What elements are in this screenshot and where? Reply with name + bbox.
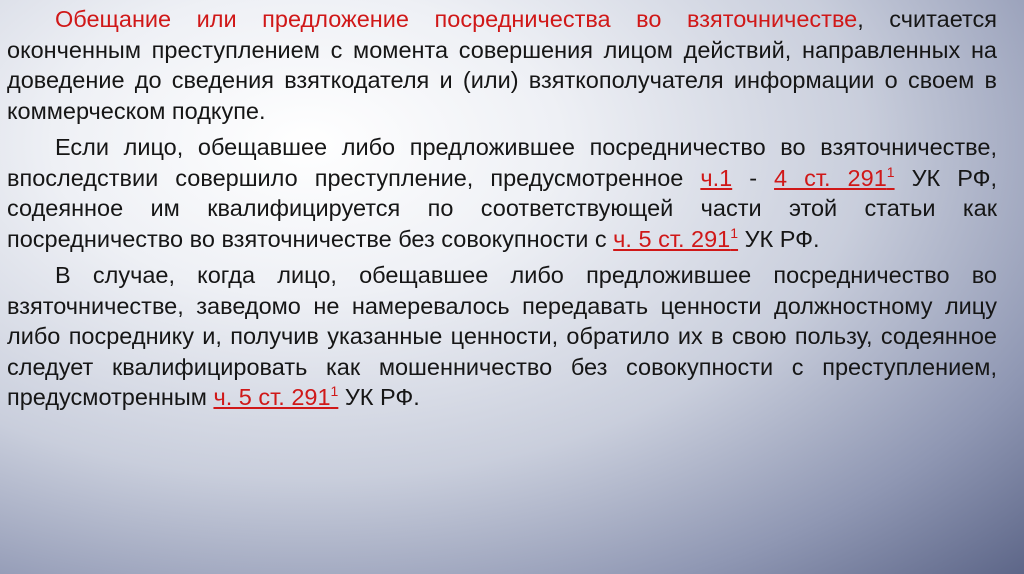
superscript: 1 [730,224,739,241]
paragraph-2 [7,132,997,254]
paragraph-2-text-3: УК РФ. [738,225,820,252]
paragraph-3 [7,260,997,413]
superscript: 1 [886,163,895,180]
slide-text [7,4,997,419]
law-reference-link-text: ч. 5 ст. 291 [613,225,731,252]
paragraph-2-dash: - [732,164,775,191]
paragraph-3-text-1: В случае, когда лицо, обещавшее либо предложившее посредничество во взяточничестве, заведомо не намеревалось передавать ценности должностному лицу либо посреднику и, получив указанные ценности, обратило их в свою пользу, содеянное следует квалифицировать как мошенничество без совокупности с преступлением, предусмотренным [7,262,997,410]
superscript: 1 [330,383,339,399]
highlighted-heading-text: Обещание или предложение посредничества во взяточничестве [55,6,858,32]
law-reference-link-text: 4 ст. 291 [774,164,887,191]
paragraph-2-text-2: УК РФ, содеянное им квалифицируется по соответствующей части этой статьи как посредничество во взяточничестве без совокупности с [7,164,998,252]
law-reference-link-part-1[interactable]: ч.1 [700,164,733,191]
law-reference-link-part-5-fraud[interactable] [213,384,338,410]
paragraph-1-text: , считается оконченным преступлением с момента совершения лицом действий, направленных на доведение до сведения взяткодателя и (или) взяткополучателя информации о своем в коммерческом подкупе. [7,6,997,124]
law-reference-link-part-5[interactable] [613,226,738,252]
paragraph-1 [7,4,997,126]
paragraph-3-text-2: УК РФ. [338,384,420,410]
paragraph-2-text-1: Если лицо, обещавшее либо предложившее посредничество во взяточничестве, впоследствии совершило преступление, предусмотренное [7,134,997,191]
law-reference-link-text: ч. 5 ст. 291 [213,384,331,410]
law-reference-link-article-291-1[interactable] [774,165,895,191]
